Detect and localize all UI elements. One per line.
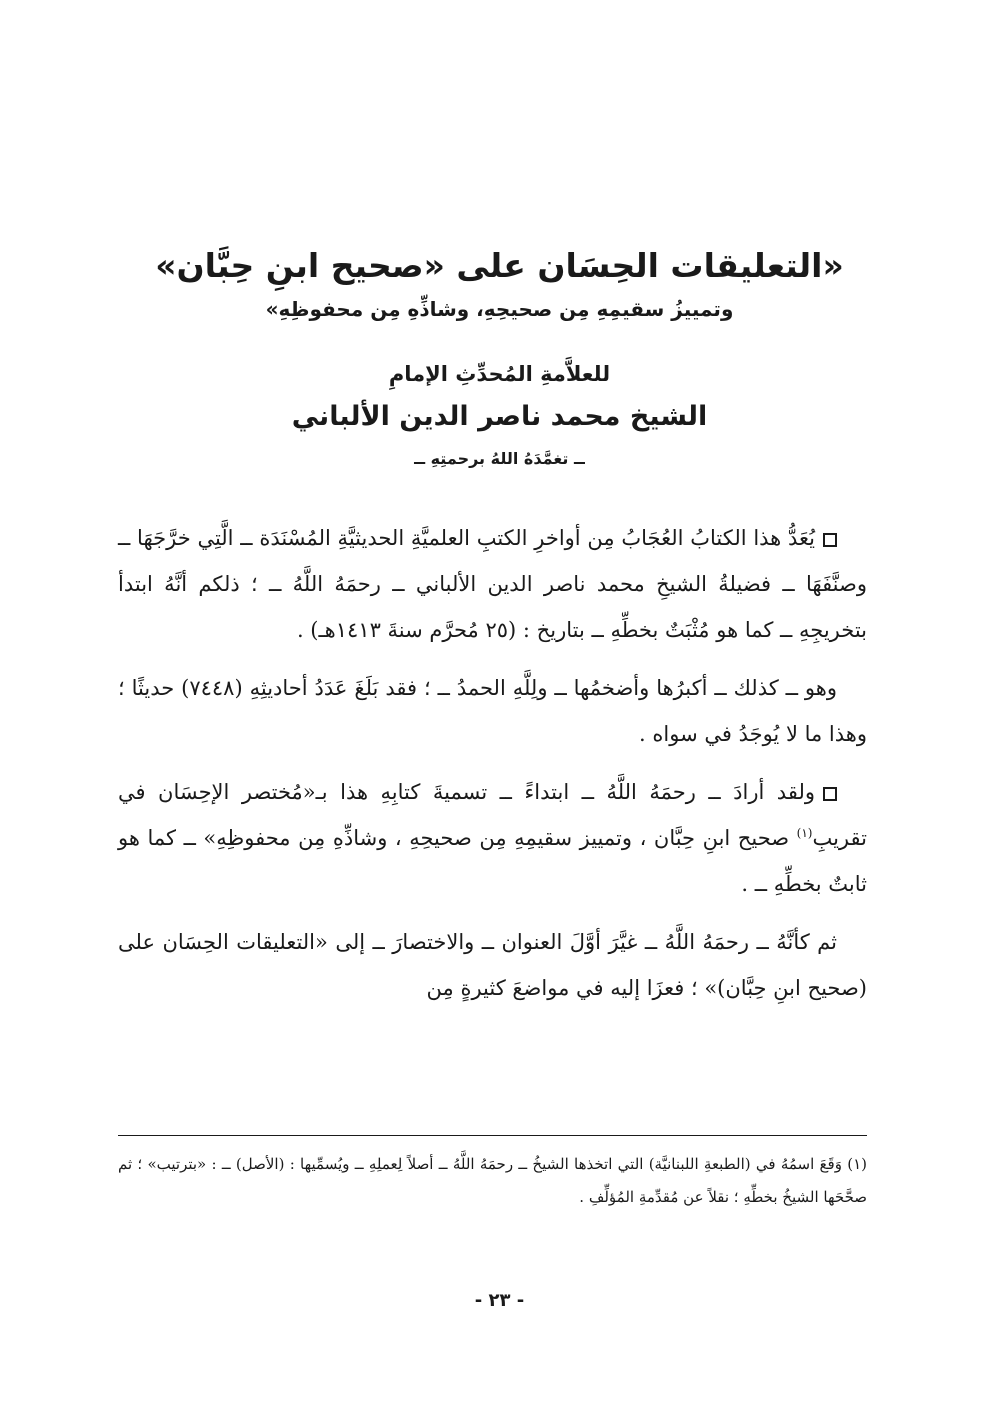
footnote: (١) وَقَعَ اسمُهُ في (الطبعةِ اللبنانيَّة) التي اتخذها الشيخُ ــ رحمَهُ اللَّهُ ــ أصلاً لِعملِهِ ــ ويُسمِّيها : (الأصل) ــ : «بترتيب» ؛ ثم صحَّحَها الشيخُ بخطِّهِ ؛ نقلاً عن مُقدِّمةِ المُؤلِّفِ . xyxy=(118,1155,867,1206)
author-name: الشيخ محمد ناصر الدين الألباني xyxy=(291,401,708,432)
paragraph-text: ولقد أرادَ ــ رحمَهُ اللَّهُ ــ ابتداءً ــ تسميةَ كتابِهِ هذا بـ«مُختصر الإحِسَان في تقريبِ xyxy=(118,780,867,850)
book-subtitle: وتمييزُ سقيمِهِ مِن صحيحِهِ، وشاذِّهِ مِن محفوظِهِ» xyxy=(265,297,734,321)
book-title: «التعليقات الحِسَان على «صحيح ابنِ حِبَّان» xyxy=(155,246,844,285)
paragraph-text: ثم كأنَّهُ ــ رحمَهُ اللَّهُ ــ غيَّرَ أوَّلَ العنوان ــ والاختصارَ ــ إلى «التعليقات الحِسَان على (صحيح ابنِ حِبَّان)» ؛ فعزَا إليه في مواضعَ كثيرةٍ مِن xyxy=(118,930,867,1000)
footnote-reference[interactable]: (١) xyxy=(796,826,813,840)
paragraph-2 xyxy=(118,665,867,757)
paragraph-text: وهو ــ كذلك ــ أكبرُها وأضخمُها ــ ولِلَّهِ الحمدُ ــ ؛ فقد بَلَغَ عَدَدُ أحاديثِهِ (٧٤٤٨) حديثًا ؛ وهذا ما لا يُوجَدُ في سواه . xyxy=(118,676,867,746)
page-number: - ٢٣ - xyxy=(474,1290,525,1311)
paragraph-text: صحيح ابنِ حِبَّان ، وتمييز سقيمِهِ مِن صحيحِهِ ، وشاذِّهِ مِن محفوظِهِ» ــ كما هو ثابتٌ بخطِّهِ ــ . xyxy=(118,826,867,896)
body-text xyxy=(118,515,867,1023)
paragraph-1 xyxy=(118,515,867,653)
paragraph-4 xyxy=(118,919,867,1011)
author-honorific: للعلاَّمةِ المُحدِّثِ الإمامِ xyxy=(388,362,611,386)
footnote-divider xyxy=(118,1135,867,1136)
square-bullet-icon xyxy=(823,787,837,801)
paragraph-3 xyxy=(118,769,867,907)
square-bullet-icon xyxy=(823,533,837,547)
title-block xyxy=(100,240,899,476)
author-blessing: ــ تغمَّدَهُ اللهُ برحمتِهِ ــ xyxy=(414,449,585,468)
paragraph-text: يُعَدُّ هذا الكتابُ العُجَابُ مِن أواخرِ الكتبِ العلميَّةِ الحديثيَّةِ المُسْنَدَة ــ الَّتِي خرَّجَهَا ــ وصنَّفَهَا ــ فضيلةُ الشيخِ محمد ناصر الدين الألباني ــ رحمَهُ اللَّهُ ــ ؛ ذلكم أنَّهُ ابتدأ بتخريجِهِ ــ كما هو مُثْبَتٌ بخطِّهِ ــ بتاريخ : (٢٥ مُحرَّم سنةَ ١٤١٣هـ) . xyxy=(118,526,867,642)
